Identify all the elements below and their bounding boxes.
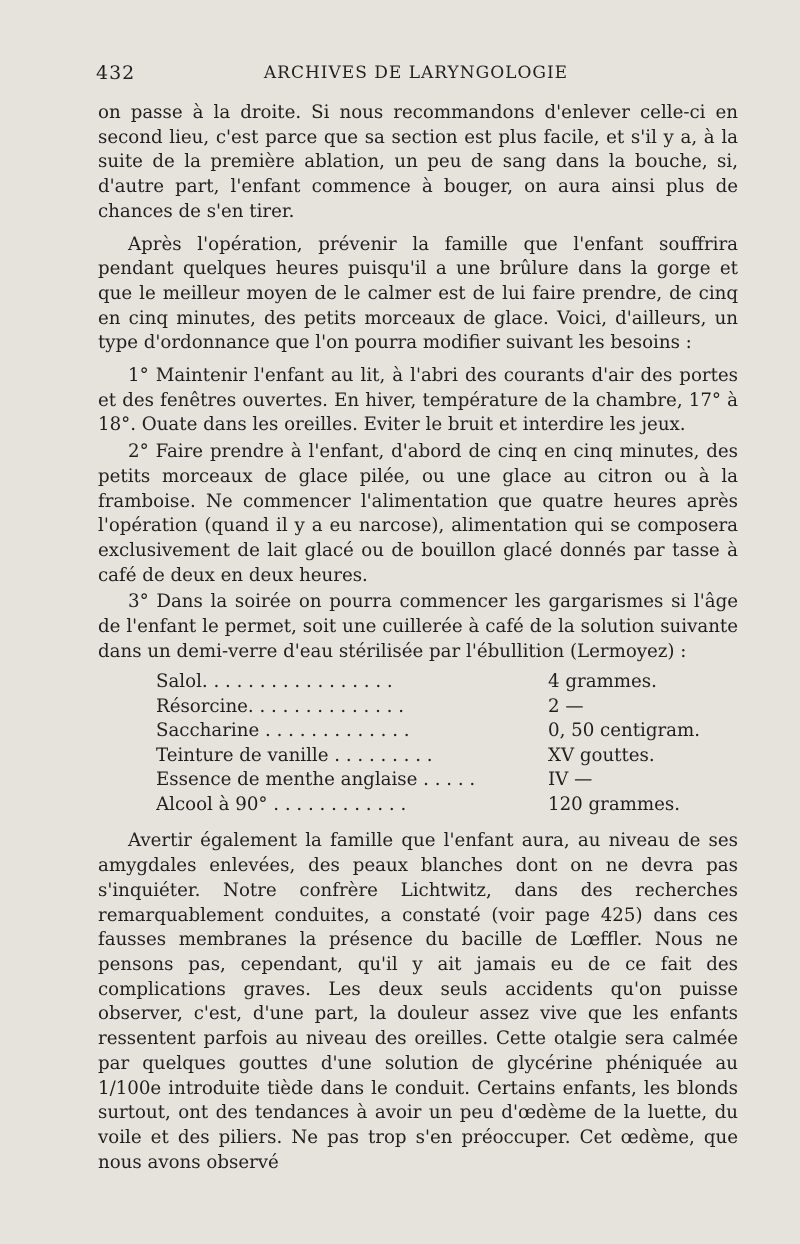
recipe-row — [156, 670, 700, 695]
paragraph: on passe à la droite. Si nous recommandons d'enlever celle-ci en second lieu, c'est parce que sa section est plus facile, et s'il y a, à la suite de la première ablation, un peu de sang dans la bouche, si, d'autre part, l'enfant commence à bouger, on aura ainsi plus de chances de s'en tirer. — [98, 102, 738, 222]
recipe-row — [156, 695, 700, 720]
paragraph: 2° Faire prendre à l'enfant, d'abord de cinq en cinq minutes, des petits morceaux de glace pilée, ou une glace au citron ou à la framboise. Ne commencer l'alimentation que quatre heures après l'opération (quand il y a eu narcose), alimentation qui se composera exclusivement de lait glacé ou de bouillon glacé donnés par tasse à café de deux en deux heures. — [98, 441, 738, 586]
recipe-row — [156, 793, 700, 818]
recipe-ingredient: Alcool à 90° . . . . . . . . . . . . — [156, 793, 407, 815]
recipe-row — [156, 719, 700, 744]
page-number: 432 — [96, 62, 136, 84]
recipe-table — [156, 670, 700, 817]
recipe-row — [156, 768, 700, 793]
paragraph: 1° Maintenir l'enfant au lit, à l'abri des courants d'air des portes et des fenêtres ouvertes. En hiver, température de la chambre, 17° à 18°. Ouate dans les oreilles. Eviter le bruit et interdire les jeux. — [98, 365, 738, 436]
recipe-ingredient: Salol. . . . . . . . . . . . . . . . . — [156, 671, 393, 693]
paragraph: Après l'opération, prévenir la famille que l'enfant souffrira pendant quelques heures puisqu'il a une brûlure dans la gorge et que le meilleur moyen de le calmer est de lui faire prendre, de cinq en cinq minutes, des petits morceaux de glace. Voici, d'ailleurs, un type d'ordonnance que l'on pourra modifier suivant les besoins : — [98, 233, 738, 354]
paragraph: 3° Dans la soirée on pourra commencer les gargarismes si l'âge de l'enfant le permet, soit une cuillerée à café de la solution suivante dans un demi-verre d'eau stérilisée par l'ébullition (Lermoyez) : — [98, 591, 738, 662]
recipe-amount: XV gouttes. — [548, 744, 655, 766]
recipe-amount: 4 grammes. — [548, 671, 657, 693]
recipe-ingredient: Résorcine. . . . . . . . . . . . . . — [156, 695, 405, 717]
recipe-amount: 2 — — [548, 695, 584, 717]
page-body — [98, 101, 738, 1183]
running-title: ARCHIVES DE LARYNGOLOGIE — [263, 63, 569, 83]
recipe-row — [156, 744, 700, 769]
recipe-ingredient: Saccharine . . . . . . . . . . . . . — [156, 720, 410, 742]
paragraph: Avertir également la famille que l'enfant aura, au niveau de ses amygdales enlevées, des peaux blanches dont on ne devra pas s'inquiéter. Notre confrère Lichtwitz, dans des recherches remarquablement conduites, a constaté (voir page 425) dans ces fausses membranes la présence du bacille de Lœffler. Nous ne pensons pas, cependant, qu'il y ait jamais eu de ce fait des complications graves. Les deux seuls accidents qu'on puisse observer, c'est, d'une part, la douleur assez vive que les enfants ressentent parfois au niveau des oreilles. Cette otalgie sera calmée par quelques gouttes d'une solution de glycérine phéniquée au 1/100e introduite tiède dans le conduit. Certains enfants, les blonds surtout, ont des tendances à avoir un peu d'œdème de la luette, du voile et des piliers. Ne pas trop s'en préoccuper. Cet œdème, que nous avons observé — [98, 830, 738, 1173]
recipe-amount: 120 grammes. — [548, 793, 681, 815]
recipe-amount: IV — — [548, 769, 593, 791]
recipe-ingredient: Essence de menthe anglaise . . . . . — [156, 769, 476, 791]
recipe-ingredient: Teinture de vanille . . . . . . . . . — [156, 744, 433, 766]
recipe-amount: 0, 50 centigram. — [548, 720, 701, 742]
